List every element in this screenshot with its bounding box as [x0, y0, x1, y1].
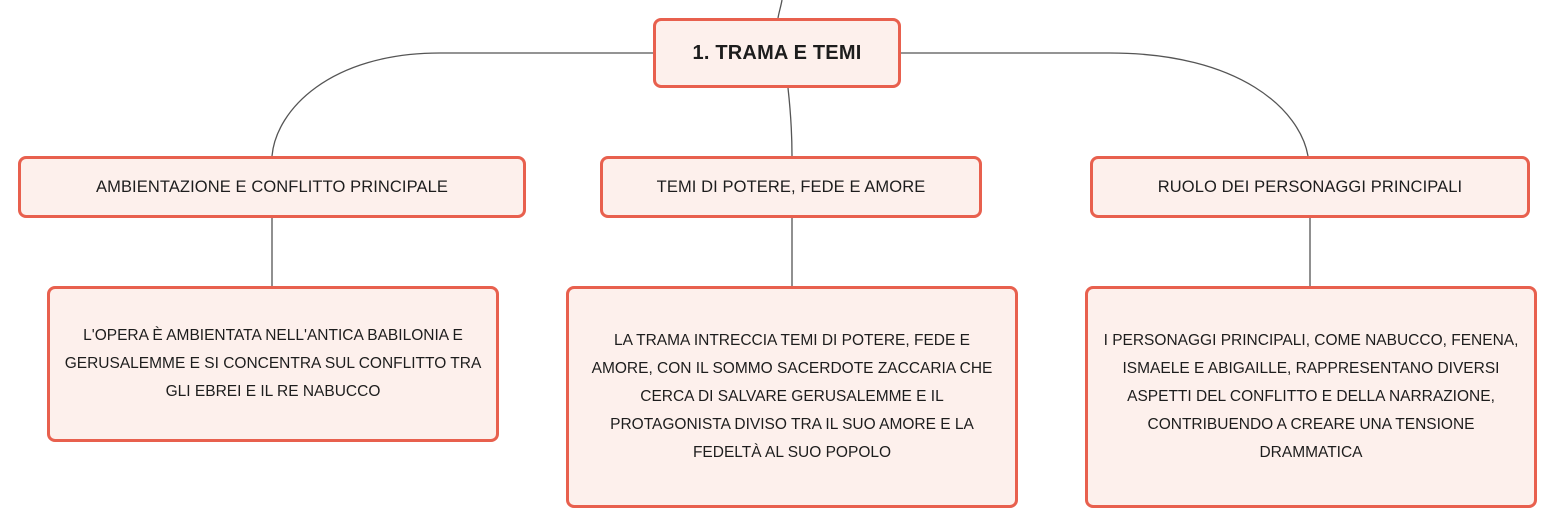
- leaf-node-ambientazione[interactable]: [47, 286, 499, 442]
- leaf-node-text: L'OPERA È AMBIENTATA NELL'ANTICA BABILONIA E GERUSALEMME E SI CONCENTRA SUL CONFLITTO TRA GLI EBREI E IL RE NABUCCO: [64, 327, 482, 400]
- connector-root-to-branch-1: [272, 53, 653, 156]
- branch-node-personaggi[interactable]: [1090, 156, 1530, 218]
- connector-parent-to-root: [778, 0, 782, 18]
- leaf-node-temi[interactable]: [566, 286, 1018, 508]
- connector-root-to-branch-2: [788, 88, 792, 156]
- connector-root-to-branch-3: [901, 53, 1308, 156]
- leaf-node-text: LA TRAMA INTRECCIA TEMI DI POTERE, FEDE E AMORE, CON IL SOMMO SACERDOTE ZACCARIA CHE CERCA DI SALVARE GERUSALEMME E IL PROTAGONISTA DIVISO TRA IL SUO AMORE E LA FEDELTÀ AL SUO POPOLO: [591, 332, 993, 461]
- branch-node-temi[interactable]: [600, 156, 982, 218]
- branch-node-label: TEMI DI POTERE, FEDE E AMORE: [656, 177, 926, 196]
- leaf-node-personaggi[interactable]: [1085, 286, 1537, 508]
- root-node-label: 1. TRAMA E TEMI: [692, 41, 862, 64]
- branch-node-label: AMBIENTAZIONE E CONFLITTO PRINCIPALE: [96, 177, 448, 196]
- leaf-node-text: I PERSONAGGI PRINCIPALI, COME NABUCCO, FENENA, ISMAELE E ABIGAILLE, RAPPRESENTANO DIVERSI ASPETTI DEL CONFLITTO E DELLA NARRAZIONE, CONTRIBUENDO A CREARE UNA TENSIONE DRAMMATICA: [1103, 332, 1519, 461]
- root-node[interactable]: [653, 18, 901, 88]
- branch-node-label: RUOLO DEI PERSONAGGI PRINCIPALI: [1157, 177, 1463, 196]
- branch-node-ambientazione[interactable]: [18, 156, 526, 218]
